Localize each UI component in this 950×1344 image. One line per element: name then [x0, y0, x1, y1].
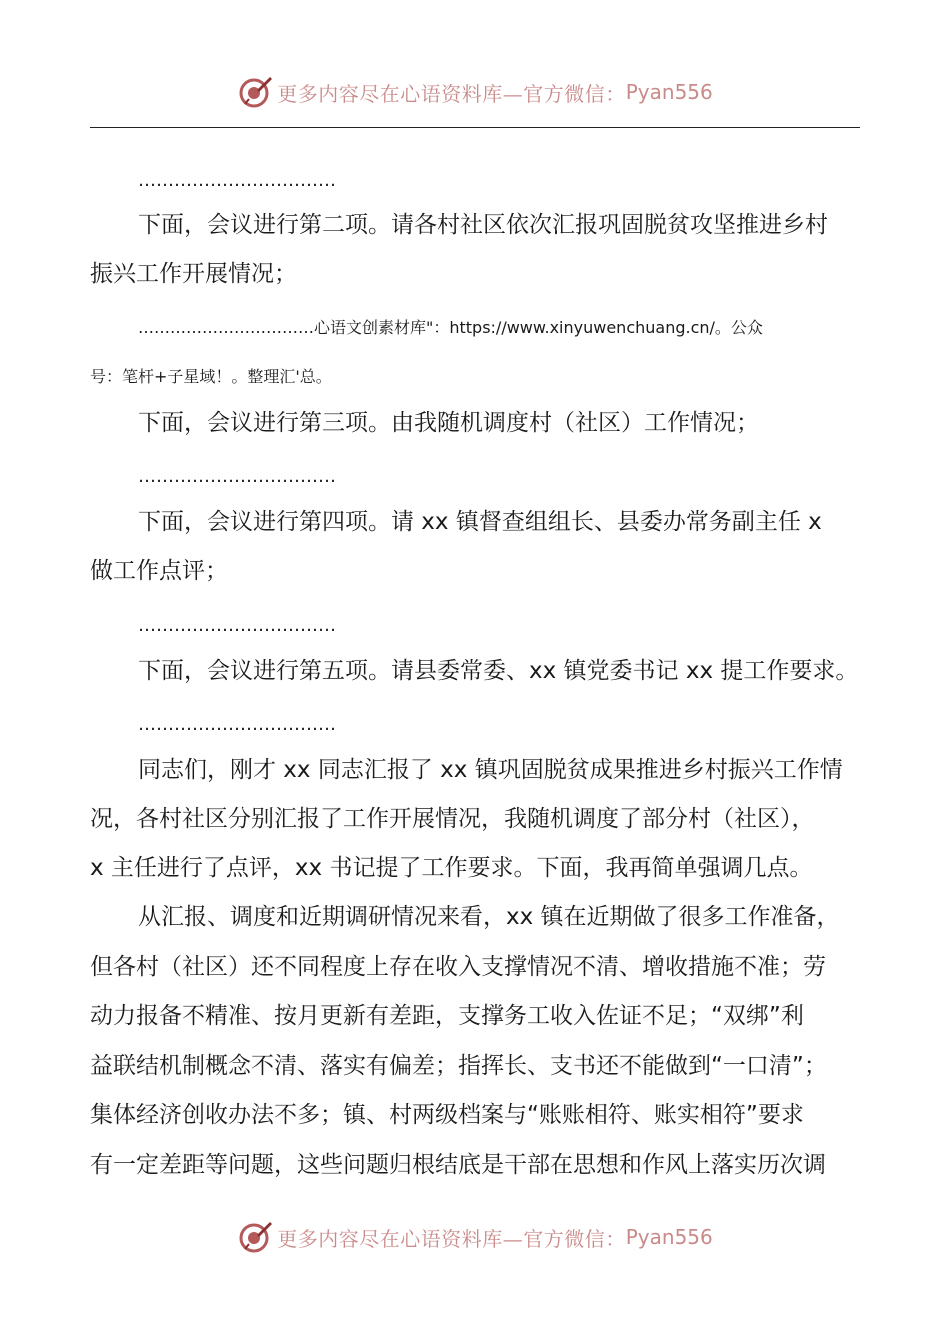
pen-logo-icon — [237, 74, 273, 110]
footer-banner — [0, 1217, 950, 1257]
paragraph-line: 有一定差距等问题，这些问题归根结底是干部在思想和作风上落实历次调 — [90, 1152, 826, 1178]
ellipsis-line: …………………………… — [138, 714, 336, 735]
footer-wechat-id: Pyan556 — [625, 1225, 713, 1249]
paragraph-line: 集体经济创收办法不多；镇、村两级档案与“账账相符、账实相符”要求 — [90, 1102, 804, 1128]
watermark-line: ……………………………心语文创素材库"：https://www.xinyuwenchuang.cn/。公众 — [138, 318, 763, 337]
paragraph-line: 从汇报、调度和近期调研情况来看，xx 镇在近期做了很多工作准备， — [138, 904, 840, 930]
paragraph-line: 做工作点评； — [90, 558, 228, 584]
paragraph-line: 下面，会议进行第三项。由我随机调度村（社区）工作情况； — [138, 410, 759, 436]
paragraph-line: 下面，会议进行第五项。请县委常委、xx 镇党委书记 xx 提工作要求。 — [138, 658, 859, 684]
watermark-line: 号：笔杆+子星域！。整理汇'总。 — [90, 367, 332, 386]
ellipsis-line: …………………………… — [138, 170, 336, 191]
paragraph-line: 下面，会议进行第四项。请 xx 镇督查组组长、县委办常务副主任 x — [138, 509, 822, 535]
paragraph-line: 但各村（社区）还不同程度上存在收入支撑情况不清、增收措施不准；劳 — [90, 954, 826, 980]
paragraph-line: 况，各村社区分别汇报了工作开展情况，我随机调度了部分村（社区）， — [90, 806, 815, 832]
ellipsis-line: …………………………… — [138, 615, 336, 636]
paragraph-line: 振兴工作开展情况； — [90, 261, 297, 287]
paragraph-line: 同志们，刚才 xx 同志汇报了 xx 镇巩固脱贫成果推进乡村振兴工作情 — [138, 757, 843, 783]
footer-banner-text: 更多内容尽在心语资料库—官方微信： — [277, 1226, 626, 1251]
paragraph-line: x 主任进行了点评，xx 书记提了工作要求。下面，我再简单强调几点。 — [90, 855, 813, 881]
paragraph-line: 下面，会议进行第二项。请各村社区依次汇报巩固脱贫攻坚推进乡村 — [138, 212, 828, 238]
header-banner — [0, 72, 950, 112]
header-wechat-id: Pyan556 — [625, 80, 713, 104]
pen-logo-icon — [237, 1219, 273, 1255]
ellipsis-line: …………………………… — [138, 466, 336, 487]
paragraph-line: 益联结机制概念不清、落实有偏差；指挥长、支书还不能做到“一口清”； — [90, 1053, 827, 1079]
paragraph-line: 动力报备不精准、按月更新有差距，支撑务工收入佐证不足；“双绑”利 — [90, 1003, 804, 1029]
header-banner-text: 更多内容尽在心语资料库—官方微信： — [277, 81, 626, 106]
header-divider — [90, 127, 860, 128]
